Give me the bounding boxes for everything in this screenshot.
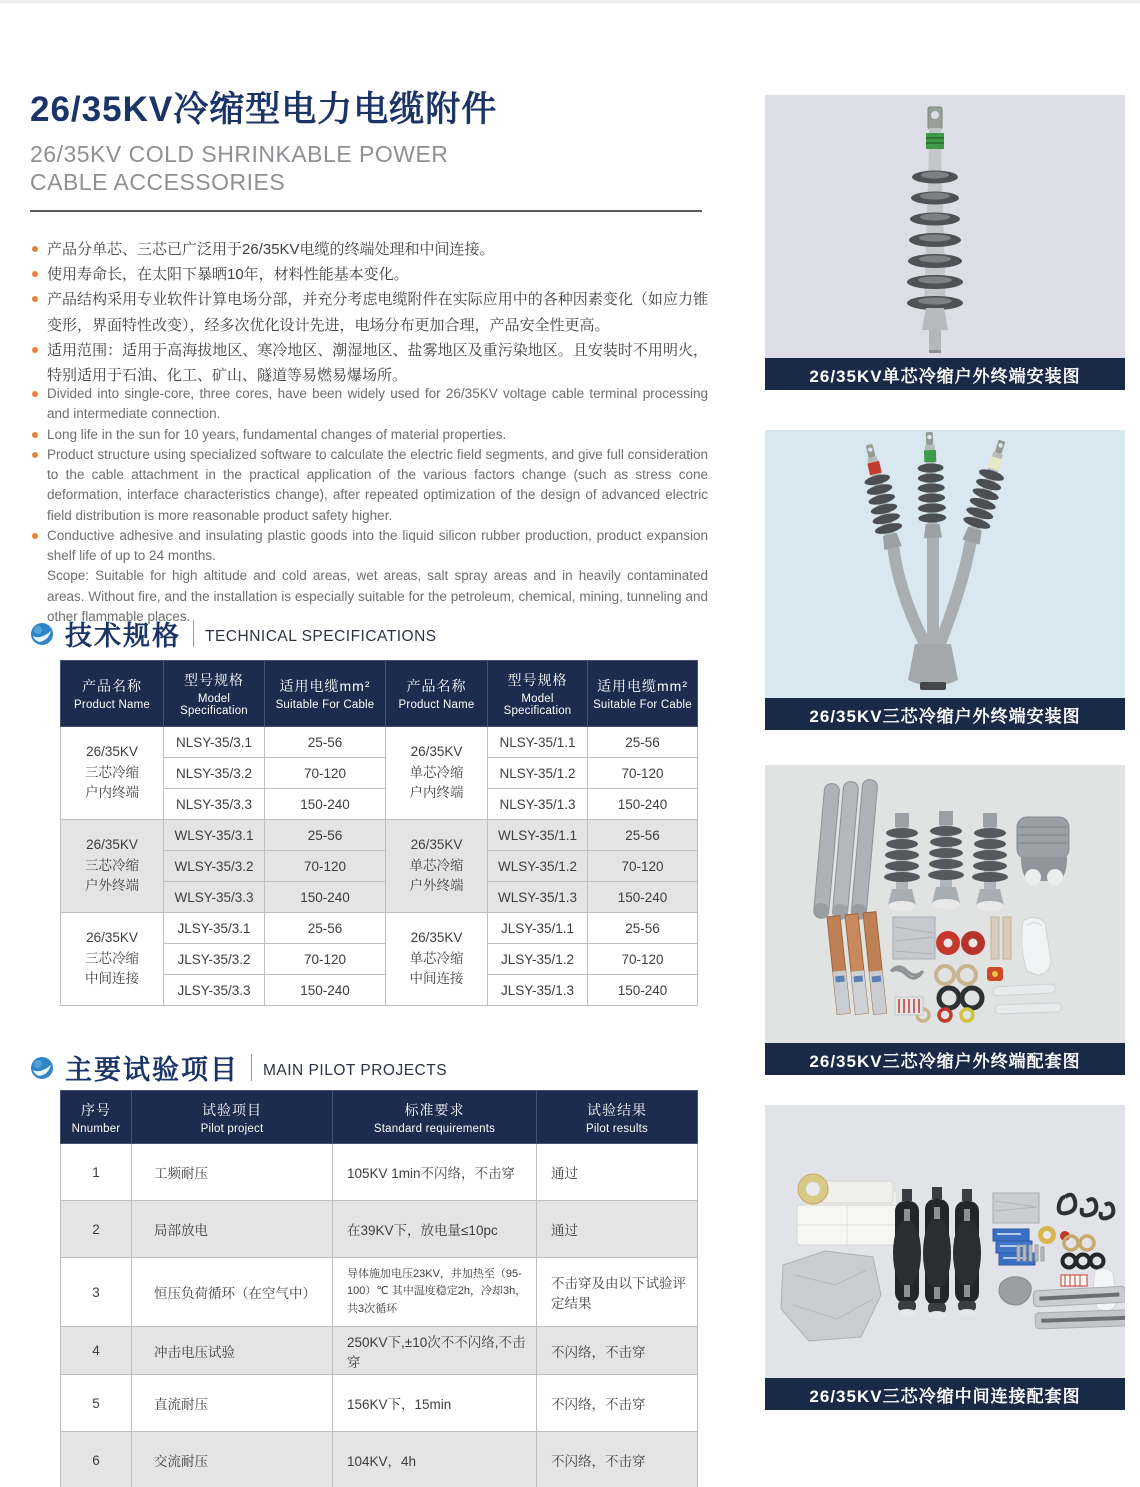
list-item [30, 425, 708, 445]
cable-cell: 150-240 [265, 975, 386, 1006]
cable-cell: 70-120 [265, 851, 386, 882]
result-cell: 不击穿及由以下试验评定结果 [537, 1258, 698, 1327]
list-item [30, 445, 708, 526]
intro-list-zh [30, 237, 708, 388]
cable-cell: 150-240 [588, 789, 698, 820]
title-divider [30, 210, 702, 212]
cable-cell: 150-240 [265, 789, 386, 820]
cable-cell: 150-240 [588, 975, 698, 1006]
cable-cell: 25-56 [265, 913, 386, 944]
figure-single-core-outdoor-termination [765, 95, 1125, 390]
bullet-dot-icon [32, 271, 38, 277]
intro-list-en [30, 384, 708, 627]
list-item-text: Conductive adhesive and insulating plastic goods into the liquid silicon rubber production, product expansion shelf life of up to 24 months. [47, 527, 708, 563]
section-title-en: MAIN PILOT PROJECTS [263, 1061, 448, 1079]
number-cell: 3 [61, 1258, 132, 1327]
product-name-cell: 26/35KV 单芯冷缩 户内终端 [386, 727, 488, 820]
page-subtitle [30, 140, 702, 196]
table-row [61, 1375, 698, 1432]
figure-caption: 26/35KV三芯冷缩中间连接配套图 [765, 1378, 1125, 1410]
product-name-cell: 26/35KV 单芯冷缩 户外终端 [386, 820, 488, 913]
model-cell: JLSY-35/3.1 [164, 913, 265, 944]
list-item-text: Product structure using specialized software to calculate the electric field segments, and give full consideration to the cable attachment in the practical application of the various factors change (such as stress cone deformation, interface characteristics change), after repeated optimization of the design of advanced electric field distribution is more reasonable product safety higher. [47, 446, 708, 523]
list-item-text: 产品结构采用专业软件计算电场分部，并充分考虑电缆附件在实际应用中的各种因素变化（如应力锥变形，界面特性改变），经多次优化设计先进，电场分布更加合理，产品安全性更高。 [47, 291, 708, 334]
figure-caption: 26/35KV三芯冷缩户外终端安装图 [765, 698, 1125, 730]
result-cell: 通过 [537, 1144, 698, 1201]
bullet-dot-icon [32, 391, 38, 397]
cable-cell: 150-240 [265, 882, 386, 913]
page-subtitle-line1: 26/35KV COLD SHRINKABLE POWER [30, 141, 449, 167]
cable-cell: 70-120 [588, 758, 698, 789]
section-sphere-icon [30, 622, 54, 646]
model-cell: JLSY-35/1.1 [488, 913, 588, 944]
table-row [61, 727, 698, 758]
number-cell: 5 [61, 1375, 132, 1432]
pilot-header-row [61, 1091, 698, 1144]
requirement-cell: 156KV下，15min [333, 1375, 537, 1432]
product-name-cell: 26/35KV 三芯冷缩 中间连接 [61, 913, 164, 1006]
product-name-cell: 26/35KV 单芯冷缩 中间连接 [386, 913, 488, 1006]
spec-header-cell: 产品名称 Product Name [386, 661, 488, 727]
project-cell: 直流耐压 [132, 1375, 333, 1432]
cable-cell: 25-56 [265, 727, 386, 758]
pilot-header-cell: 标准要求 Standard requirements [333, 1091, 537, 1144]
spec-table [60, 660, 698, 1006]
three-core-termination-photo [765, 430, 1125, 698]
list-item-text: 使用寿命长，在太阳下暴晒10年，材料性能基本变化。 [47, 266, 409, 284]
spec-header-row [61, 661, 698, 727]
number-cell: 4 [61, 1327, 132, 1375]
list-item [30, 237, 708, 262]
model-cell: NLSY-35/3.2 [164, 758, 265, 789]
title-block [30, 82, 702, 212]
spec-header-cell: 产品名称 Product Name [61, 661, 164, 727]
section-title-en: TECHNICAL SPECIFICATIONS [205, 627, 437, 645]
spec-header-cell: 适用电缆mm² Suitable For Cable [265, 661, 386, 727]
model-cell: WLSY-35/3.2 [164, 851, 265, 882]
cable-cell: 25-56 [588, 727, 698, 758]
number-cell: 2 [61, 1201, 132, 1258]
single-core-termination-photo [765, 95, 1125, 358]
figure-caption: 26/35KV单芯冷缩户外终端安装图 [765, 358, 1125, 390]
project-cell: 交流耐压 [132, 1432, 333, 1487]
page-top-divider [0, 0, 1140, 3]
model-cell: JLSY-35/3.3 [164, 975, 265, 1006]
figure-caption: 26/35KV三芯冷缩户外终端配套图 [765, 1043, 1125, 1075]
model-cell: NLSY-35/3.1 [164, 727, 265, 758]
figure-three-core-outdoor-termination [765, 430, 1125, 730]
model-cell: JLSY-35/1.3 [488, 975, 588, 1006]
requirement-cell: 105KV 1min不闪络，不击穿 [333, 1144, 537, 1201]
cable-cell: 25-56 [588, 913, 698, 944]
project-cell: 工频耐压 [132, 1144, 333, 1201]
bullet-dot-icon [32, 296, 38, 302]
number-cell: 1 [61, 1144, 132, 1201]
figure-outdoor-termination-kit [765, 765, 1125, 1075]
table-row [61, 1201, 698, 1258]
cable-cell: 70-120 [265, 944, 386, 975]
requirement-cell: 导体施加电压23KV，并加热至（95-100）℃ 其中温度稳定2h，冷却3h，共3次循环 [333, 1258, 537, 1327]
model-cell: JLSY-35/3.2 [164, 944, 265, 975]
cable-cell: 25-56 [265, 820, 386, 851]
product-name-cell: 26/35KV 三芯冷缩 户外终端 [61, 820, 164, 913]
bullet-dot-icon [32, 533, 38, 539]
cable-cell: 70-120 [265, 758, 386, 789]
list-item [30, 287, 708, 337]
table-row [61, 913, 698, 944]
list-item [30, 526, 708, 627]
termination-kit-photo [765, 765, 1125, 1043]
result-cell: 不闪络，不击穿 [537, 1327, 698, 1375]
table-row [61, 820, 698, 851]
page-title: 26/35KV冷缩型电力电缆附件 [30, 90, 498, 129]
section-title-zh: 主要试验项目 [65, 1055, 239, 1085]
model-cell: WLSY-35/3.3 [164, 882, 265, 913]
project-cell: 局部放电 [132, 1201, 333, 1258]
cable-cell: 70-120 [588, 851, 698, 882]
section-sphere-icon [30, 1056, 54, 1080]
section-header-pilot [30, 1048, 447, 1087]
bullet-dot-icon [32, 432, 38, 438]
pilot-header-cell: 试验结果 Pilot results [537, 1091, 698, 1144]
model-cell: WLSY-35/3.1 [164, 820, 265, 851]
model-cell: JLSY-35/1.2 [488, 944, 588, 975]
number-cell: 6 [61, 1432, 132, 1487]
table-row [61, 1327, 698, 1375]
list-item-text: Long life in the sun for 10 years, fundamental changes of material properties. [47, 426, 507, 442]
bullet-dot-icon [32, 452, 38, 458]
page-subtitle-line2: CABLE ACCESSORIES [30, 169, 286, 196]
model-cell: NLSY-35/1.3 [488, 789, 588, 820]
bullet-dot-icon [32, 347, 38, 353]
joint-kit-photo [765, 1105, 1125, 1378]
model-cell: WLSY-35/1.2 [488, 851, 588, 882]
list-item [30, 384, 708, 425]
product-name-cell: 26/35KV 三芯冷缩 户内终端 [61, 727, 164, 820]
figure-joint-kit [765, 1105, 1125, 1410]
project-cell: 恒压负荷循环（在空气中） [132, 1258, 333, 1327]
list-item [30, 262, 708, 287]
model-cell: WLSY-35/1.1 [488, 820, 588, 851]
list-item-note: Scope: Suitable for high altitude and cold areas, wet areas, salt spray areas and in heavily contaminated areas. Without fire, and the installation is especially suitable for the petroleum, chemical, mining, tunneling and other flammable places. [47, 568, 708, 624]
list-item-text: Divided into single-core, three cores, have been widely used for 26/35KV voltage cable terminal processing and intermediate connection. [47, 386, 708, 422]
requirement-cell: 104KV，4h [333, 1432, 537, 1487]
requirement-cell: 在39KV下，放电量≤10pc [333, 1201, 537, 1258]
bullet-dot-icon [32, 246, 38, 252]
section-title-zh: 技术规格 [65, 621, 181, 651]
table-row [61, 1432, 698, 1487]
pilot-table [60, 1090, 698, 1487]
model-cell: NLSY-35/1.2 [488, 758, 588, 789]
spec-header-cell: 型号规格 Model Specification [164, 661, 265, 727]
model-cell: WLSY-35/1.3 [488, 882, 588, 913]
cable-cell: 25-56 [588, 820, 698, 851]
pilot-header-cell: 试验项目 Pilot project [132, 1091, 333, 1144]
model-cell: NLSY-35/1.1 [488, 727, 588, 758]
spec-header-cell: 型号规格 Model Specification [488, 661, 588, 727]
model-cell: NLSY-35/3.3 [164, 789, 265, 820]
result-cell: 不闪络，不击穿 [537, 1432, 698, 1487]
section-header-specs [30, 614, 437, 653]
requirement-cell: 250KV下,±10次不不闪络,不击穿 [333, 1327, 537, 1375]
list-item [30, 338, 708, 388]
result-cell: 不闪络，不击穿 [537, 1375, 698, 1432]
pilot-header-cell: 序号 Nnumber [61, 1091, 132, 1144]
cable-cell: 150-240 [588, 882, 698, 913]
table-row [61, 1144, 698, 1201]
project-cell: 冲击电压试验 [132, 1327, 333, 1375]
table-row [61, 1258, 698, 1327]
section-divider [251, 1054, 252, 1081]
cable-cell: 70-120 [588, 944, 698, 975]
list-item-text: 产品分单芯、三芯已广泛用于26/35KV电缆的终端处理和中间连接。 [47, 241, 495, 258]
list-item-text: 适用范围：适用于高海拔地区、寒冷地区、潮湿地区、盐雾地区及重污染地区。且安装时不用明火，特别适用于石油、化工、矿山、隧道等易燃易爆场所。 [47, 341, 708, 384]
result-cell: 通过 [537, 1201, 698, 1258]
spec-header-cell: 适用电缆mm² Suitable For Cable [588, 661, 698, 727]
section-divider [193, 620, 194, 647]
